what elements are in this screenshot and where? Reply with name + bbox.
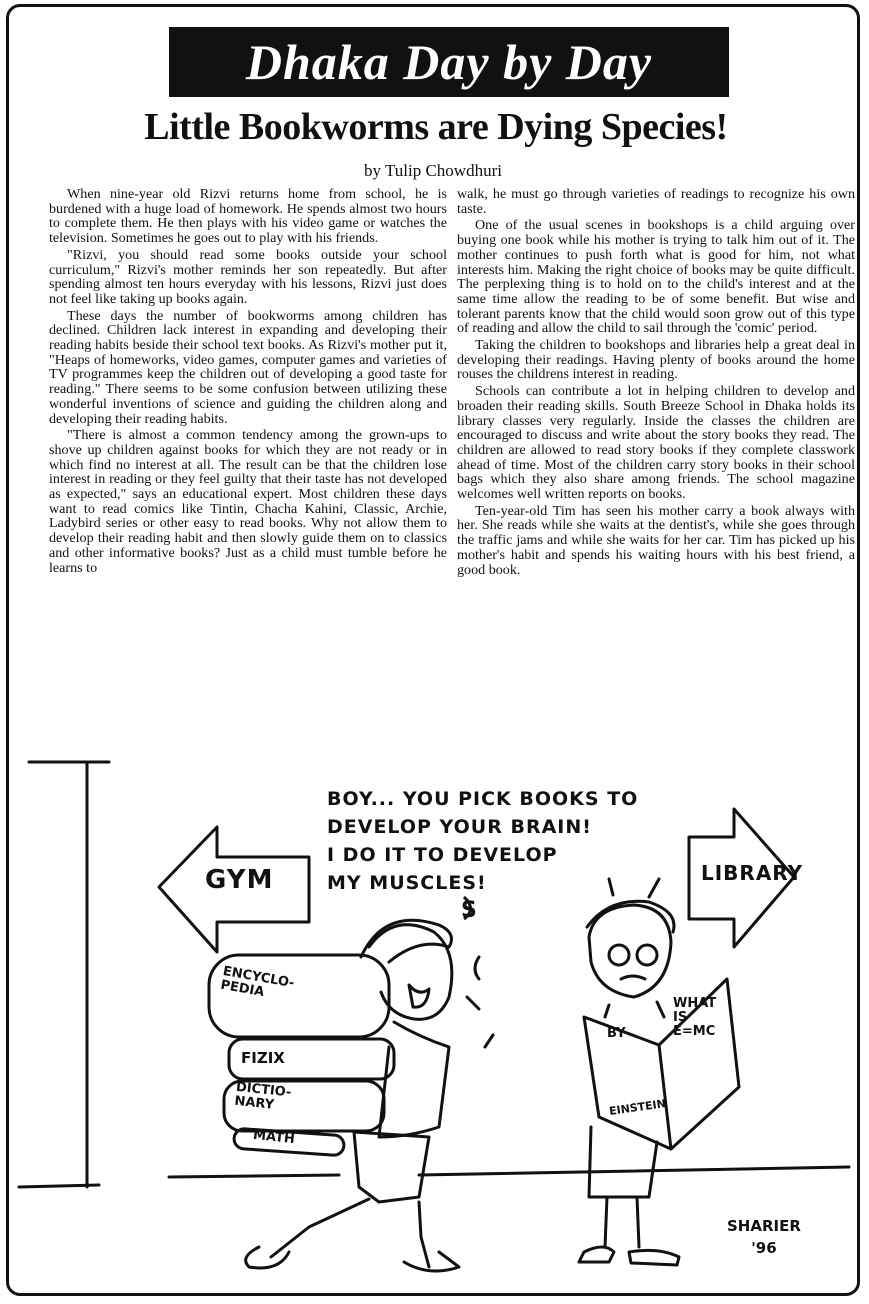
book-label-dictionary: DICTIO-NARY <box>233 1079 293 1113</box>
book-label-math: MATH <box>252 1127 296 1148</box>
article-headline: Little Bookworms are Dying Species! <box>144 106 728 148</box>
reader-book-title: WHAT IS E=MC <box>673 996 717 1039</box>
paragraph: Schools can contribute a lot in helping children to develop and broaden their reading skills. South Breeze School in Dhaka holds its library classes very regularly. Inside the classes the children are encouraged to discuss and write about the story books they read. The children are allowed to read story books if they complete classwork ahead of time. Most of the children carry story books in their school bags which they also share among friends. The school magazine welcomes well written reports on books. <box>457 383 855 503</box>
signature-year: '96 <box>751 1239 777 1257</box>
boy-one-body <box>379 1022 449 1137</box>
article-column-right <box>457 187 855 579</box>
reader-book-by: BY <box>607 1026 626 1041</box>
ground-line <box>19 1167 849 1187</box>
gym-sign-label: GYM <box>205 865 274 895</box>
library-sign-label: LIBRARY <box>701 861 804 885</box>
article-column-left <box>49 187 447 577</box>
speech-line: MY MUSCLES! <box>327 872 487 894</box>
paragraph: Ten-year-old Tim has seen his mother carry a book always with her. She reads while she waits at the dentist's, while she goes through the traffic jams and while she waits for her car. Tim has picked up his mother's habit and spends his waiting hours with his best friend, a good book. <box>457 502 855 578</box>
paragraph: "There is almost a common tendency among the grown-ups to shove up children against books for which they are not ready or in which find no interest at all. The result can be that the children lose interest in reading or they feel guilty that their taste has not developed as expected," says an educational expert. Most children these days want to read comics like Tintin, Chacha Kahini, Classic, Archie, Ladybird series or other easy to read books. Why not allow them to develop their reading habit and then slowly guide them on to classics and other informative books? Just as a child must tumble before he learns to <box>49 427 447 576</box>
column-banner <box>169 27 729 97</box>
speech-line: DEVELOP YOUR BRAIN! <box>327 816 592 838</box>
boy-two-head <box>589 905 671 997</box>
book-label-encyclopedia: ENCYCLO-PEDIA <box>219 963 296 1001</box>
banner-title: Dhaka Day by Day <box>245 34 653 90</box>
cartoonist-signature <box>727 1215 801 1259</box>
boy-two-body <box>605 1002 664 1017</box>
speech-line: BOY... YOU PICK BOOKS TO <box>327 788 639 810</box>
paragraph: "Rizvi, you should read some books outside your school curriculum," Rizvi's mother reminds her son repeatedly. But after spending almost ten hours everyday with his lessons, Rizvi just does not feel like taking up books again. <box>49 246 447 307</box>
speech-tail-mark: S <box>461 898 477 923</box>
reader-book-spine: EINSTEIN <box>608 1097 667 1118</box>
speech-line: I DO IT TO DEVELOP <box>327 844 558 866</box>
paragraph-continuation: walk, he must go through varieties of readings to recognize his own taste. <box>457 186 855 217</box>
signature-name: SHARIER <box>727 1217 801 1235</box>
newspaper-clipping <box>6 4 860 1296</box>
article-byline: by Tulip Chowdhuri <box>364 161 502 180</box>
paragraph: When nine-year old Rizvi returns home from school, he is burdened with a huge load of homework. He spends almost two hours to complete them. He then plays with his video game or watches the television. Sometimes he goes out to play with his friends. <box>49 186 447 247</box>
book-label-fizix: FIZIX <box>241 1049 285 1067</box>
paragraph: These days the number of bookworms among children has declined. Children lack interest in expanding and developing their reading habits beside their school text books. As Rizvi's mother put it, "Heaps of homeworks, video games, computer games and varieties of TV programmes keep the children out of developing a good taste for reading." There seems to be some confusion between utilizing these wonderful inventions of science and guiding the children along and developing their reading habits. <box>49 307 447 427</box>
speech-bubble <box>327 785 687 897</box>
boy-one-head <box>369 925 452 1020</box>
paragraph: Taking the children to bookshops and libraries help a great deal in developing their readings. Having plenty of books around the home rouses the childrens interest in reading. <box>457 337 855 383</box>
paragraph: One of the usual scenes in bookshops is a child arguing over buying one book while his mother is trying to talk him out of it. The mother continues to push forth what is good for him, not what interests him. Making the right choice of books may be quite difficult. The perplexing thing is to hold on to the child's interest and at the same time allow the reading to be of some benefit. But wise and tolerant parents know that the child would soon grow out of this type of reading and allow the child to sail through the 'comic' period. <box>457 217 855 337</box>
